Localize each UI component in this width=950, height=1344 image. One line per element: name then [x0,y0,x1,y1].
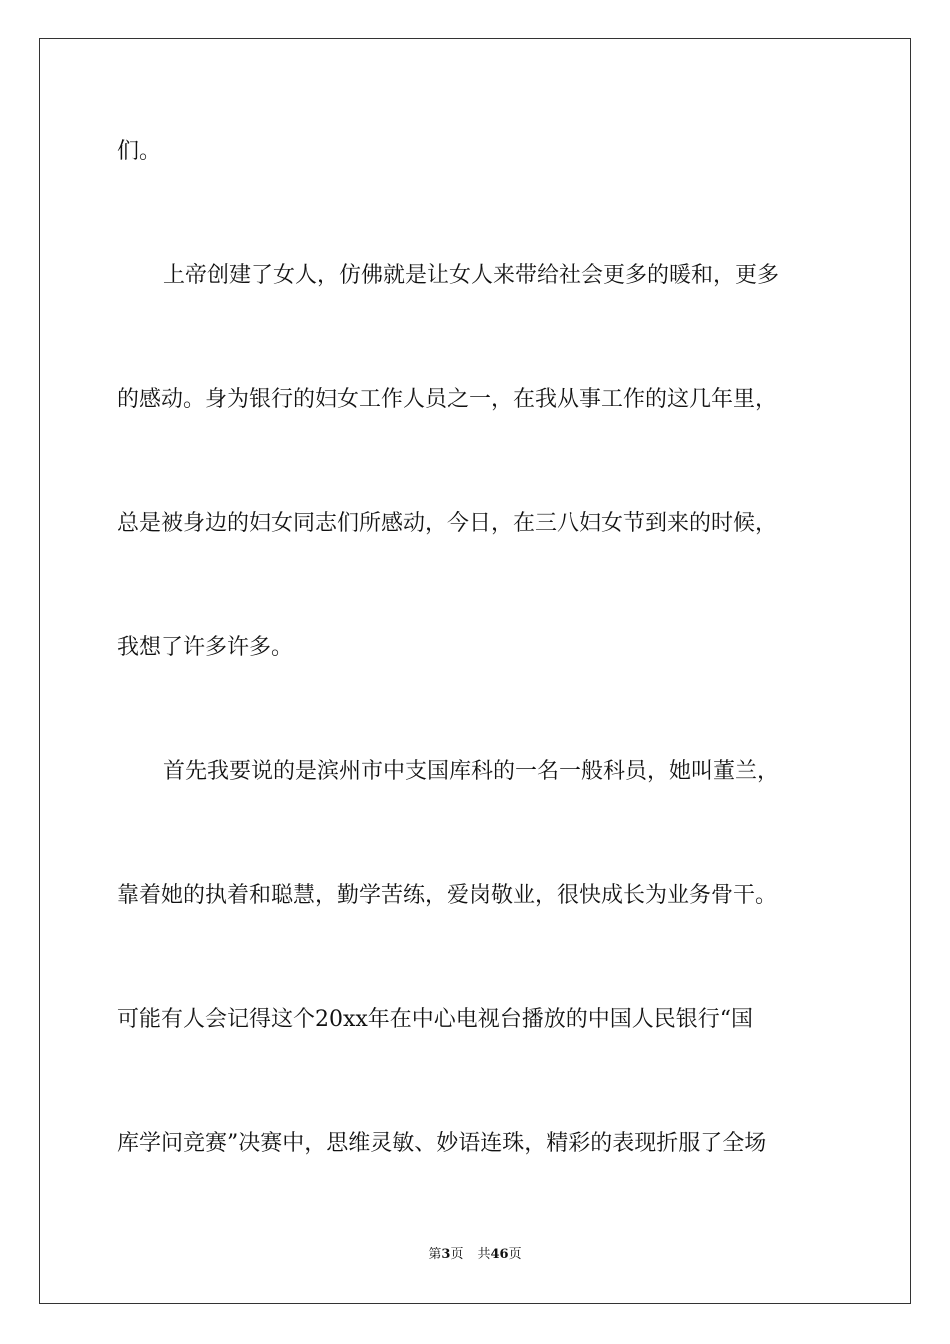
page-prefix: 第 [428,1247,442,1262]
body-line: 可能有人会记得这个20xx年在中心电视台播放的中国人民银行“国 [117,1007,754,1032]
page-footer [0,1247,950,1263]
page-border [39,38,911,1304]
body-line: 的感动。身为银行的妇女工作人员之一，在我从事工作的这几年里， [117,387,778,412]
body-line: 总是被身边的妇女同志们所感动，今日，在三八妇女节到来的时候， [117,511,778,536]
page-suffix: 页 [450,1247,464,1262]
body-line: 上帝创建了女人，仿佛就是让女人来带给社会更多的暖和，更多 [163,263,780,288]
body-line: 首先我要说的是滨州市中支国库科的一名一般科员，她叫董兰， [163,759,780,784]
total-pages: 46 [490,1247,509,1262]
body-line: 我想了许多许多。 [117,635,294,660]
total-suffix: 页 [508,1247,522,1262]
body-line: 们。 [117,139,162,164]
body-line: 库学问竞赛”决赛中，思维灵敏、妙语连珠，精彩的表现折服了全场 [117,1131,767,1156]
body-line: 靠着她的执着和聪慧，勤学苦练，爱岗敬业，很快成长为业务骨干。 [117,883,778,908]
page-number: 3 [441,1247,451,1262]
total-prefix: 共 [477,1247,491,1262]
